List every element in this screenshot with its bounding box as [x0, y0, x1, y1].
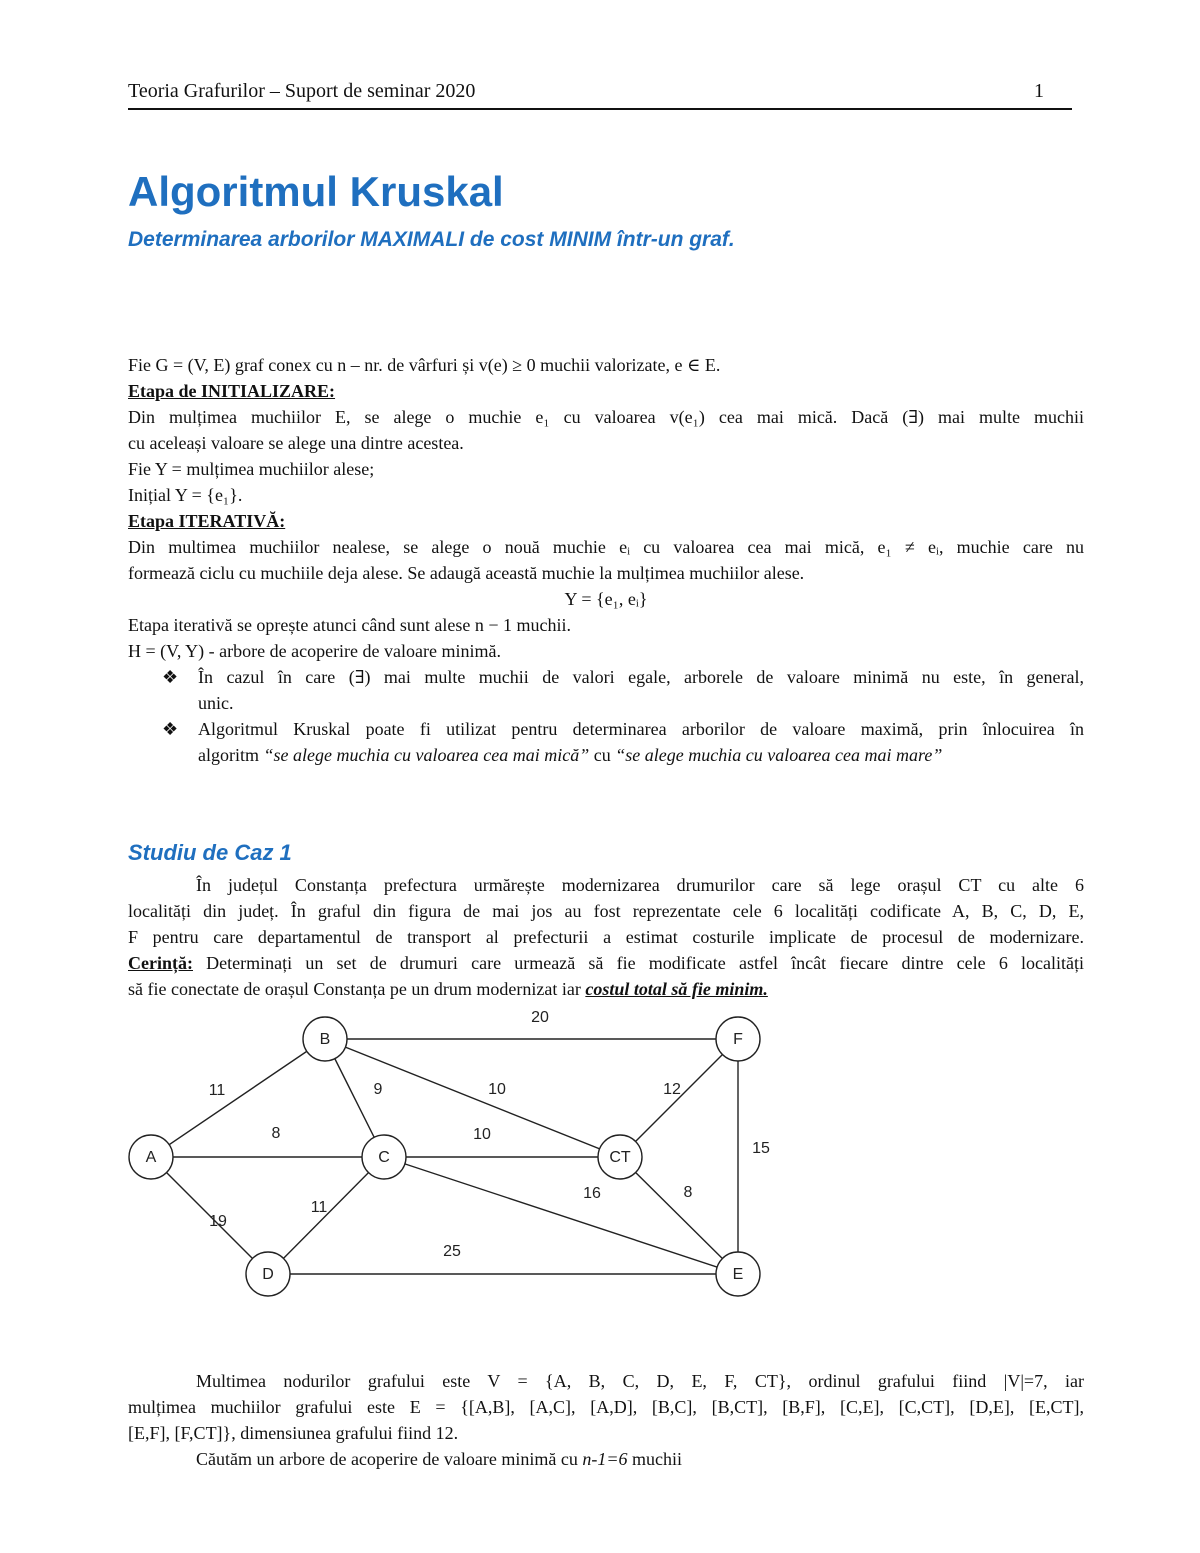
init-line-2: cu aceleași valoare se alege una dintre acestea.: [128, 433, 464, 453]
iter-formula: Y = {e₁, eᵢ}: [564, 589, 648, 609]
case-study-heading: Studiu de Caz 1: [128, 840, 292, 865]
edge-E-CT: [620, 1157, 738, 1274]
requirement-line-1: Cerință: Determinați un set de drumuri care urmează să fie modificate astfel încât fiecare dintre cele 6 localități: [128, 953, 1084, 973]
iter-heading: Etapa ITERATIVĂ:: [128, 511, 286, 531]
note-2-line-1: Algoritmul Kruskal poate fi utilizat pentru determinarea arborilor de valoare maximă, prin înlocuirea în: [198, 719, 1084, 739]
edge-weight-B-CT: 10: [488, 1081, 506, 1099]
note-bullet-1: [128, 664, 1084, 716]
edge-weight-B-C: 9: [373, 1081, 383, 1099]
note-1-line-2: unic.: [198, 693, 234, 713]
note-2-line-2: algoritm “se alege muchia cu valoarea cea mai mică” cu “se alege muchia cu valoarea cea mai mare”: [198, 745, 943, 765]
edge-weight-A-C: 8: [271, 1125, 281, 1143]
diamond-bullet-icon: ❖: [162, 719, 179, 739]
algorithm-description: [128, 352, 1084, 768]
init-line-4: Inițial Y = {e₁}.: [128, 485, 243, 505]
edge-weight-B-F: 20: [531, 1009, 549, 1027]
case-line-2: localități din județ. În graful din figura de mai jos au fost reprezentate cele 6 localități codificate A, B, C, D, E,: [128, 901, 1084, 921]
summary-line-4: Căutăm un arbore de acoperire de valoare minimă cu n-1=6 muchii: [196, 1449, 682, 1469]
requirement-line-2: să fie conectate de orașul Constanța pe un drum modernizat iar costul total să fie minim.: [128, 979, 768, 999]
header-title: Teoria Grafurilor – Suport de seminar 2020: [128, 80, 476, 102]
iter-line-1: Din multimea muchiilor nealese, se alege o nouă muchie eᵢ cu valoarea cea mai mică, e₁ ≠ eᵢ, muchie care nu: [128, 537, 1084, 557]
node-label-CT: CT: [609, 1149, 631, 1167]
summary-line-2: mulțimea muchiilor grafului este E = {[A,B], [A,C], [A,D], [B,C], [B,CT], [B,F], [C,E], [C,CT], [D,E], [E,CT],: [128, 1397, 1084, 1417]
init-heading: Etapa de INITIALIZARE:: [128, 381, 336, 401]
graph-definition: Fie G = (V, E) graf conex cu n – nr. de vârfuri și v(e) ≥ 0 muchii valorizate, e ∈ E.: [128, 355, 721, 375]
summary-line-3: [E,F], [F,CT]}, dimensiunea grafului fiind 12.: [128, 1423, 459, 1443]
init-line-1: Din mulțimea muchiilor E, se alege o muchie e₁ cu valoarea v(e₁) cea mai mică. Dacă (∃) mai multe muchii: [128, 407, 1084, 427]
diamond-bullet-icon: ❖: [162, 667, 179, 687]
note-1-line-1: În cazul în care (∃) mai multe muchii de valori egale, arborele de valoare minimă nu este, în general,: [198, 667, 1084, 687]
edge-weight-E-CT: 8: [683, 1184, 693, 1202]
document-title: Algoritmul Kruskal: [128, 168, 504, 215]
road-network-graph: [118, 1004, 798, 1304]
edge-C-E: [384, 1157, 738, 1274]
edge-weight-A-D: 19: [209, 1213, 227, 1231]
init-line-3: Fie Y = mulțimea muchiilor alese;: [128, 459, 375, 479]
iter-stop: Etapa iterativă se oprește atunci când sunt alese n − 1 muchii.: [128, 615, 571, 635]
node-label-F: F: [733, 1031, 743, 1049]
page-header: [128, 80, 1072, 110]
page-number: 1: [1034, 80, 1044, 102]
note-bullet-2: [128, 716, 1084, 768]
iter-line-2: formează ciclu cu muchiile deja alese. Se adaugă această muchie la mulțimea muchiilor alese.: [128, 563, 805, 583]
edge-weight-C-CT: 10: [473, 1126, 491, 1144]
edge-A-B: [151, 1039, 325, 1157]
edge-weight-C-E: 16: [583, 1185, 601, 1203]
case-study-text: [128, 872, 1084, 1002]
edge-weight-E-F: 15: [752, 1140, 770, 1158]
requirement-emphasis: costul total să fie minim.: [585, 979, 768, 999]
edge-weight-A-B: 11: [208, 1082, 226, 1100]
requirement-label: Cerință:: [128, 953, 193, 973]
graph-summary: [128, 1368, 1084, 1472]
edge-weight-D-E: 25: [443, 1243, 461, 1261]
node-label-B: B: [319, 1031, 331, 1049]
tree-definition: H = (V, Y) - arbore de acoperire de valoare minimă.: [128, 641, 501, 661]
edge-weight-F-CT: 12: [663, 1081, 681, 1099]
node-label-C: C: [378, 1149, 390, 1167]
node-label-D: D: [262, 1266, 274, 1284]
case-line-1: În județul Constanța prefectura urmărește modernizarea drumurilor care să lege orașul CT cu alte 6: [196, 875, 1084, 895]
node-label-A: A: [145, 1149, 157, 1167]
edge-weight-D-C: 11: [310, 1199, 328, 1217]
case-line-3: F pentru care departamentul de transport al prefecturii a estimat costurile implicate de procesul de modernizare.: [128, 927, 1084, 947]
node-label-E: E: [732, 1266, 744, 1284]
summary-line-1: Multimea nodurilor grafului este V = {A, B, C, D, E, F, CT}, ordinul grafului fiind |V|=7, iar: [196, 1371, 1084, 1391]
document-subtitle: Determinarea arborilor MAXIMALI de cost MINIM într-un graf.: [128, 228, 735, 251]
